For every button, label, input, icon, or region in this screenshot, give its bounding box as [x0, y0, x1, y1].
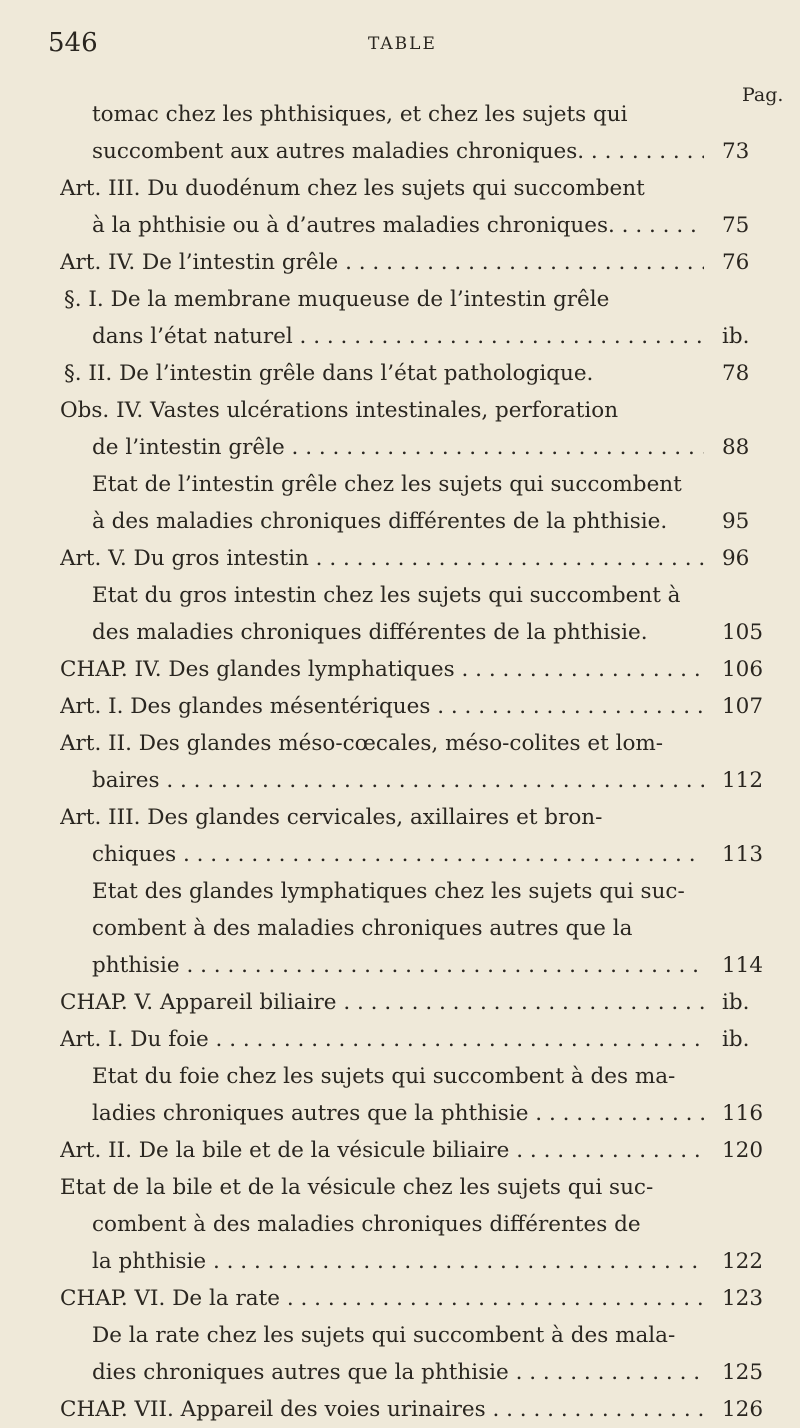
- toc-entry: [60, 96, 776, 133]
- toc-entry-text: CHAP. VII. Appareil des voies urinaires . . .: [60, 1391, 704, 1428]
- toc-entry: [60, 355, 776, 392]
- toc-entry-text: De la rate chez les sujets qui succombent à des mala-: [92, 1323, 676, 1348]
- toc-entry-page: ib.: [722, 324, 750, 349]
- running-head: TABLE: [368, 34, 437, 54]
- toc-entry-page: 75: [722, 213, 750, 238]
- toc-entry-text: combent à des maladies chroniques autres que la: [92, 916, 633, 941]
- toc-entry-text: Art. I. Du foie . . .: [60, 1021, 704, 1058]
- toc-entry: [60, 1169, 776, 1206]
- toc-entry: [60, 318, 776, 355]
- toc-entry: [60, 873, 776, 910]
- toc-entry-text: à la phthisie ou à d’autres maladies chroniques. . . .: [60, 207, 704, 244]
- toc-entry-text: CHAP. V. Appareil biliaire . . .: [60, 984, 704, 1021]
- toc-entry-page: 107: [722, 694, 764, 719]
- toc-entry-text: chiques . . .: [60, 836, 704, 873]
- toc-entry: [60, 947, 776, 984]
- toc-entry: [60, 281, 776, 318]
- toc-entry: [60, 799, 776, 836]
- toc-entry-text: Etat des glandes lymphatiques chez les sujets qui suc-: [92, 879, 685, 904]
- toc-entry-page: 88: [722, 435, 750, 460]
- toc-entry-page: 73: [722, 139, 750, 164]
- toc-entry: [60, 1354, 776, 1391]
- toc-entry: [60, 984, 776, 1021]
- toc-entry: [60, 170, 776, 207]
- toc-entry: [60, 614, 776, 651]
- toc-entry-page: 96: [722, 546, 750, 571]
- toc-entry-text: Art. III. Des glandes cervicales, axillaires et bron-: [60, 805, 603, 830]
- toc-entry: [60, 540, 776, 577]
- toc-entry-text: phthisie . . .: [60, 947, 704, 984]
- toc-entry-text: tomac chez les phthisiques, et chez les sujets qui: [92, 102, 628, 127]
- toc-entry-page: 125: [722, 1360, 764, 1385]
- toc-entry: [60, 1391, 776, 1428]
- toc-entry-page: 123: [722, 1286, 764, 1311]
- page-number: 546: [48, 28, 98, 58]
- toc-entry-text: CHAP. IV. Des glandes lymphatiques . . .: [60, 651, 704, 688]
- toc-entry-text: Art. II. Des glandes méso-cœcales, méso-colites et lom-: [60, 731, 664, 756]
- toc-entry-page: 114: [722, 953, 764, 978]
- toc-entry-page: 105: [722, 620, 764, 645]
- toc-entry: [60, 503, 776, 540]
- toc-entry: [60, 910, 776, 947]
- toc-entry-page: ib.: [722, 1027, 750, 1052]
- toc-entry-text: dies chroniques autres que la phthisie . . .: [60, 1354, 704, 1391]
- toc-entry-text: Etat de la bile et de la vésicule chez les sujets qui suc-: [60, 1175, 654, 1200]
- toc-entry-page: 78: [722, 361, 750, 386]
- toc-entry-text: Art. II. De la bile et de la vésicule biliaire . . .: [60, 1132, 704, 1169]
- toc-entry-page: 76: [722, 250, 750, 275]
- toc-entry-page: 106: [722, 657, 764, 682]
- toc-entry-text: Art. V. Du gros intestin . . .: [60, 540, 704, 577]
- toc-entry-text: Etat du foie chez les sujets qui succombent à des ma-: [92, 1064, 676, 1089]
- toc-entry-text: Art. I. Des glandes mésentériques . . .: [60, 688, 704, 725]
- toc-entry-page: ib.: [722, 990, 750, 1015]
- toc-entry: [60, 725, 776, 762]
- toc-entry: [60, 762, 776, 799]
- toc-entry: [60, 1280, 776, 1317]
- toc-entry-text: Art. IV. De l’intestin grêle . . .: [60, 244, 704, 281]
- toc-entry-page: 95: [722, 509, 750, 534]
- toc-entry: [60, 836, 776, 873]
- table-of-contents: [60, 96, 776, 1428]
- toc-entry-page: 112: [722, 768, 764, 793]
- toc-entry-text: Etat du gros intestin chez les sujets qui succombent à: [92, 583, 681, 608]
- toc-entry-page: 126: [722, 1397, 764, 1422]
- toc-entry: [60, 244, 776, 281]
- toc-entry: [60, 1243, 776, 1280]
- toc-entry-text: des maladies chroniques différentes de la phthisie.: [92, 620, 648, 645]
- toc-entry: [60, 577, 776, 614]
- toc-entry-page: 116: [722, 1101, 764, 1126]
- toc-entry-text: succombent aux autres maladies chroniques. . . .: [60, 133, 704, 170]
- toc-entry-page: 113: [722, 842, 764, 867]
- toc-entry: [60, 133, 776, 170]
- toc-entry: [60, 1095, 776, 1132]
- toc-entry-text: la phthisie . . .: [60, 1243, 704, 1280]
- toc-entry-text: Art. III. Du duodénum chez les sujets qui succombent: [60, 176, 645, 201]
- page-column-label: Pag.: [742, 84, 784, 106]
- toc-entry: [60, 392, 776, 429]
- toc-entry-text: §. II. De l’intestin grêle dans l’état pathologique.: [64, 361, 594, 386]
- toc-entry: [60, 1132, 776, 1169]
- toc-entry-text: Obs. IV. Vastes ulcérations intestinales, perforation: [60, 398, 619, 423]
- toc-entry-text: combent à des maladies chroniques différentes de: [92, 1212, 641, 1237]
- toc-entry-text: de l’intestin grêle . . .: [60, 429, 704, 466]
- toc-entry: [60, 1058, 776, 1095]
- toc-entry: [60, 651, 776, 688]
- toc-entry: [60, 466, 776, 503]
- toc-entry: [60, 1206, 776, 1243]
- toc-entry: [60, 207, 776, 244]
- toc-entry-text: §. I. De la membrane muqueuse de l’intestin grêle: [64, 287, 610, 312]
- toc-entry-text: à des maladies chroniques différentes de la phthisie.: [92, 509, 668, 534]
- toc-entry: [60, 429, 776, 466]
- toc-entry-text: baires . . .: [60, 762, 704, 799]
- toc-entry-text: Etat de l’intestin grêle chez les sujets qui succombent: [92, 472, 682, 497]
- toc-entry: [60, 1021, 776, 1058]
- toc-entry: [60, 688, 776, 725]
- toc-entry-text: CHAP. VI. De la rate . . .: [60, 1280, 704, 1317]
- toc-entry: [60, 1317, 776, 1354]
- toc-entry-page: 120: [722, 1138, 764, 1163]
- toc-entry-text: ladies chroniques autres que la phthisie . . .: [60, 1095, 704, 1132]
- toc-entry-page: 122: [722, 1249, 764, 1274]
- toc-entry-text: dans l’état naturel . . .: [60, 318, 704, 355]
